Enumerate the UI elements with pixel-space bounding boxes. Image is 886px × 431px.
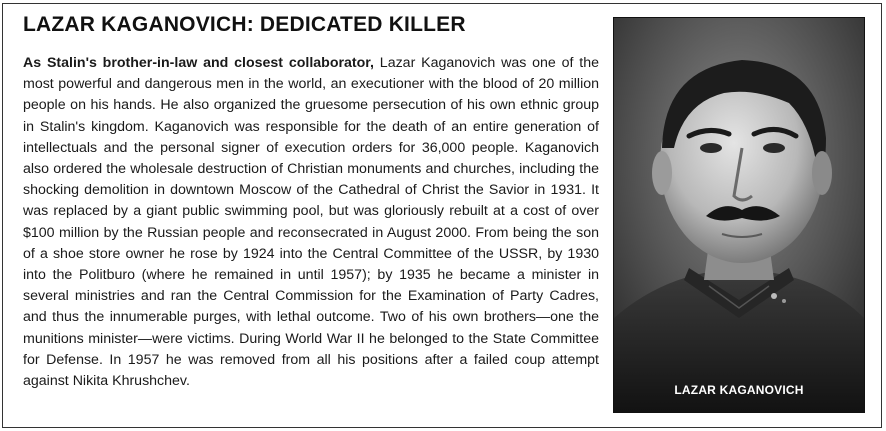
lead-in: As Stalin's brother-in-law and closest collaborator, [23,55,374,71]
article-box [2,3,882,428]
portrait-photo [613,17,865,413]
photo-caption: LAZAR KAGANOVICH [674,383,804,397]
portrait-illustration [614,18,864,412]
article-body [23,53,599,392]
body-text: Lazar Kaganovich was one of the most powerful and dangerous men in the world, an executioner with the blood of 20 million people on his hands. He also organized the gruesome persecution of his own ethnic group in Stalin's kingdom. Kaganovich was responsible for the death of an entire generation of intellectuals and the personal signer of execution orders for 36,000 people. Kaganovich also ordered the wholesale destruction of Christian monuments and churches, including the shocking demolition in downtown Moscow of the Cathedral of Christ the Savior in 1931. It was replaced by a giant public swimming pool, but was gloriously rebuilt at a cost of over $100 million by the Russian people and reconsecrated in August 2000. From being the son of a shoe store owner he rose by 1924 into the Central Committee of the USSR, by 1930 into the Politburo (where he remained in until 1957); by 1935 he became a minister in several ministries and ran the Central Commission for the Examination of Party Cadres, and thus the innumerable purges, with lethal outcome. Two of his own brothers—one the munitions minister—were victims. During World War II he belonged to the State Committee for Defense. In 1957 he was removed from all his positions after a failed coup attempt against Nikita Khrushchev. [23,55,599,390]
headline: LAZAR KAGANOVICH: DEDICATED KILLER [23,13,466,36]
